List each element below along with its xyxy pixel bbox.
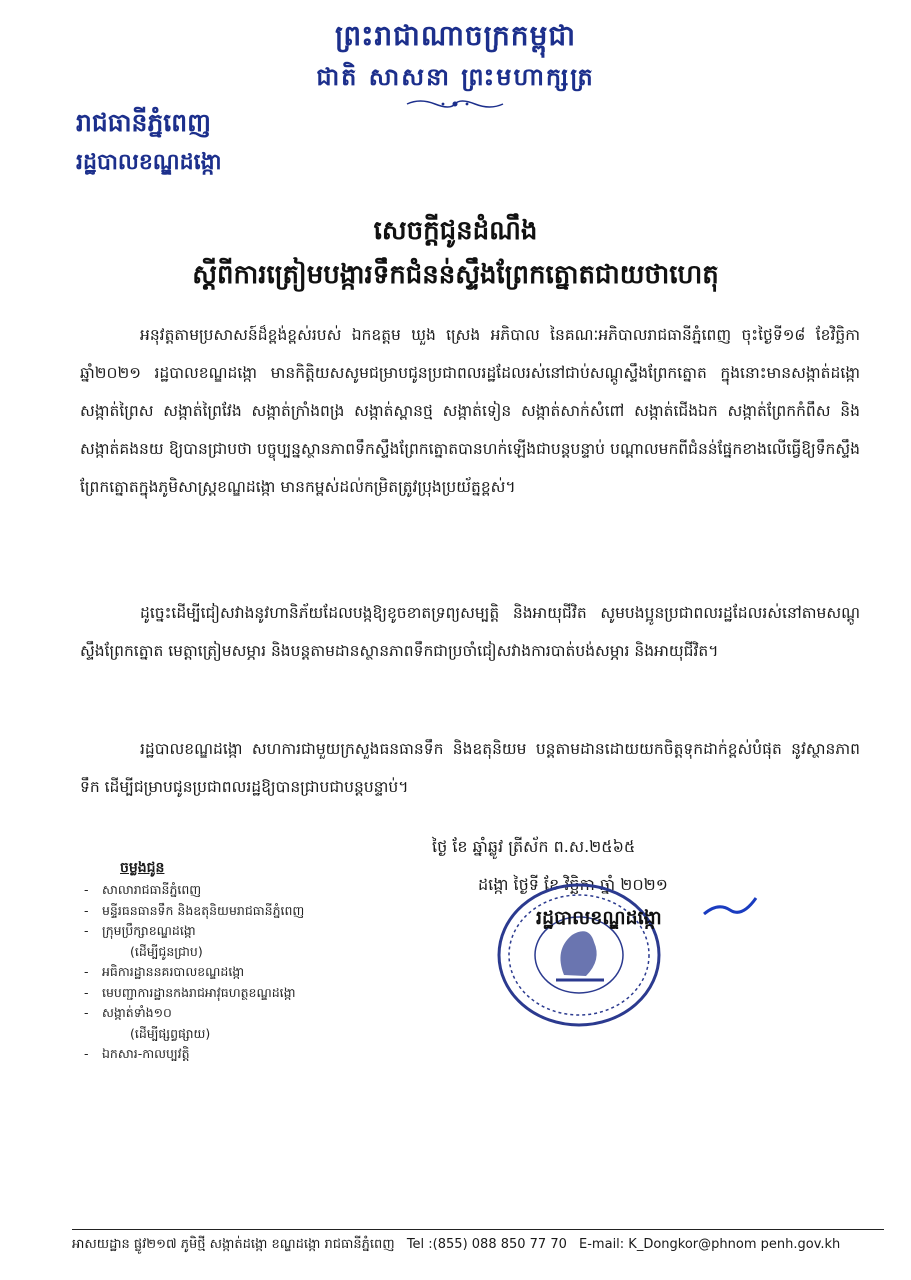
kingdom-title: ព្រះរាជាណាចក្រកម្ពុជា <box>334 19 576 52</box>
paragraph-2-text: ដូច្នេះដើម្បីជៀសវាងនូវហានិភ័យដែលបង្កឱ្យខូចខាតទ្រព្យសម្បត្តិ និងអាយុជីវិត សូមបងប្អូនប្រជាពលរដ្ឋដែលរស់នៅតាមសណ្តូស្ទឹងព្រែកត្នោត មេត្តាត្រៀមសម្ភារ និងបន្តតាមដានស្ថានភាពទឹកជាប្រចាំជៀសវាងការបាត់បង់សម្ភារ និងអាយុជីវិត។ <box>80 604 860 660</box>
list-item: - មន្ទីរធនធានទឹក និងឧតុនិយមរាជធានីភ្នំពេញ <box>84 902 305 918</box>
signature-icon <box>700 892 760 922</box>
footer <box>72 1236 884 1255</box>
list-item: - អធិការដ្ឋាននគរបាលខណ្ឌដង្កោ <box>84 964 245 979</box>
footer-email: E-mail: K_Dongkor@phnom penh.gov.kh <box>579 1237 841 1252</box>
recipient-text: អធិការដ្ឋាននគរបាលខណ្ឌដង្កោ <box>102 964 245 979</box>
paragraph-2 <box>80 594 860 670</box>
paragraph-3 <box>80 730 860 806</box>
lunar-date: ថ្ងៃ ខែ ឆ្នាំឆ្លូវ ត្រីស័ក ព.ស.២៥៦៥ <box>432 837 636 856</box>
footer-divider <box>72 1229 884 1230</box>
national-motto: ជាតិ សាសនា ព្រះមហាក្សត្រ <box>316 63 595 91</box>
list-item: - ឯកសារ-កាលប្បវត្តិ <box>84 1046 190 1061</box>
recipient-text: សង្កាត់ទាំង១០ <box>102 1005 172 1020</box>
list-item: - សាលារាជធានីភ្នំពេញ <box>84 882 202 897</box>
footer-tel: Tel :(855) 088 850 77 70 <box>406 1237 567 1252</box>
paragraph-3-text: រដ្ឋបាលខណ្ឌដង្កោ សហការជាមួយក្រសួងធនធានទឹក និងឧតុនិយម បន្តតាមដានដោយយកចិត្តទុកដាក់ខ្ពស់បំផុត នូវស្ថានភាពទឹក ដើម្បីជម្រាបជូនប្រជាពលរដ្ឋឱ្យបានជ្រាបជាបន្តបន្ទាប់។ <box>80 740 860 796</box>
recipients-list <box>84 880 304 1065</box>
seal-icon <box>494 880 664 1030</box>
recipient-note: (ដើម្បីជូនជ្រាប) <box>130 943 203 959</box>
recipient-note: (ដើម្បីផ្សព្វផ្សាយ) <box>130 1025 211 1041</box>
recipients-title: ចម្លងជូន <box>120 860 165 876</box>
footer-address: អាសយដ្ឋាន ផ្លូវ២១៧ ភូមិថ្មី សង្កាត់ដង្កោ ខណ្ឌដង្កោ រាជធានីភ្នំពេញ <box>72 1237 395 1252</box>
recipient-text: មេបញ្ជាការដ្ឋានកងរាជអាវុធហត្ថខណ្ឌដង្កោ <box>102 984 296 1000</box>
paragraph-1-text: អនុវត្តតាមប្រសាសន៍ដ៏ខ្ពង់ខ្ពស់របស់ ឯកឧត្តម ឃួង ស្រេង អភិបាល នៃគណៈអភិបាលរាជធានីភ្នំពេញ ចុះថ្ងៃទី១៨ ខែវិច្ឆិកា ឆ្នាំ២០២១ រដ្ឋបាលខណ្ឌដង្កោ មានកិត្តិយសសូមជម្រាបជូនប្រជាពលរដ្ឋដែលរស់នៅជាប់សណ្តូស្ទឹងព្រែកត្នោត ក្នុងនោះមានសង្កាត់ដង្កោ សង្កាត់ព្រៃស សង្កាត់ព្រៃវែង សង្កាត់ក្រាំងពង្រ សង្កាត់ស្ពានថ្ម សង្កាត់ទៀន សង្កាត់សាក់សំពៅ សង្កាត់ជើងឯក សង្កាត់ព្រែកកំពឹស និងសង្កាត់គងនយ ឱ្យបានជ្រាបថា បច្ចុប្បន្នស្ថានភាពទឹកស្ទឹងព្រែកត្នោតបានហក់ឡើងជាបន្តបន្ទាប់ បណ្តាលមកពីជំនន់ផ្នែកខាងលើធ្វើឱ្យទឹកស្ទឹងព្រែកត្នោតក្នុងភូមិសាស្ត្រខណ្ឌដង្កោ មានកម្ពស់ដល់កម្រិតត្រូវប្រុងប្រយ័ត្នខ្ពស់។ <box>80 326 860 496</box>
list-item: - ក្រុមប្រឹក្សាខណ្ឌដង្កោ (ដើម្បីជូនជ្រាប) <box>84 921 304 962</box>
ornament-icon <box>405 98 505 110</box>
notice-title: សេចក្តីជូនដំណឹង <box>373 216 538 246</box>
signer-name: រដ្ឋបាលខណ្ឌដង្កោ <box>536 907 662 929</box>
recipient-text: ក្រុមប្រឹក្សាខណ្ឌដង្កោ <box>102 923 196 938</box>
recipient-text: សាលារាជធានីភ្នំពេញ <box>102 882 202 897</box>
list-item: - សង្កាត់ទាំង១០ (ដើម្បីផ្សព្វផ្សាយ) <box>84 1003 304 1044</box>
office-district: រដ្ឋបាលខណ្ឌដង្កោ <box>76 150 222 175</box>
solar-date: ដង្កោ ថ្ងៃទី ខែ វិច្ឆិកា ឆ្នាំ ២០២១ <box>478 875 668 894</box>
recipient-text: មន្ទីរធនធានទឹក និងឧតុនិយមរាជធានីភ្នំពេញ <box>102 902 305 918</box>
list-item: - មេបញ្ជាការដ្ឋានកងរាជអាវុធហត្ថខណ្ឌដង្កោ <box>84 984 296 1000</box>
office-capital: រាជធានីភ្នំពេញ <box>76 108 211 137</box>
notice-subject: ស្តីពីការត្រៀមបង្ការទឹកជំនន់ស្ទឹងព្រែកត្នោតជាយថាហេតុ <box>192 260 719 290</box>
paragraph-1 <box>80 316 860 506</box>
recipient-text: ឯកសារ-កាលប្បវត្តិ <box>102 1046 190 1061</box>
